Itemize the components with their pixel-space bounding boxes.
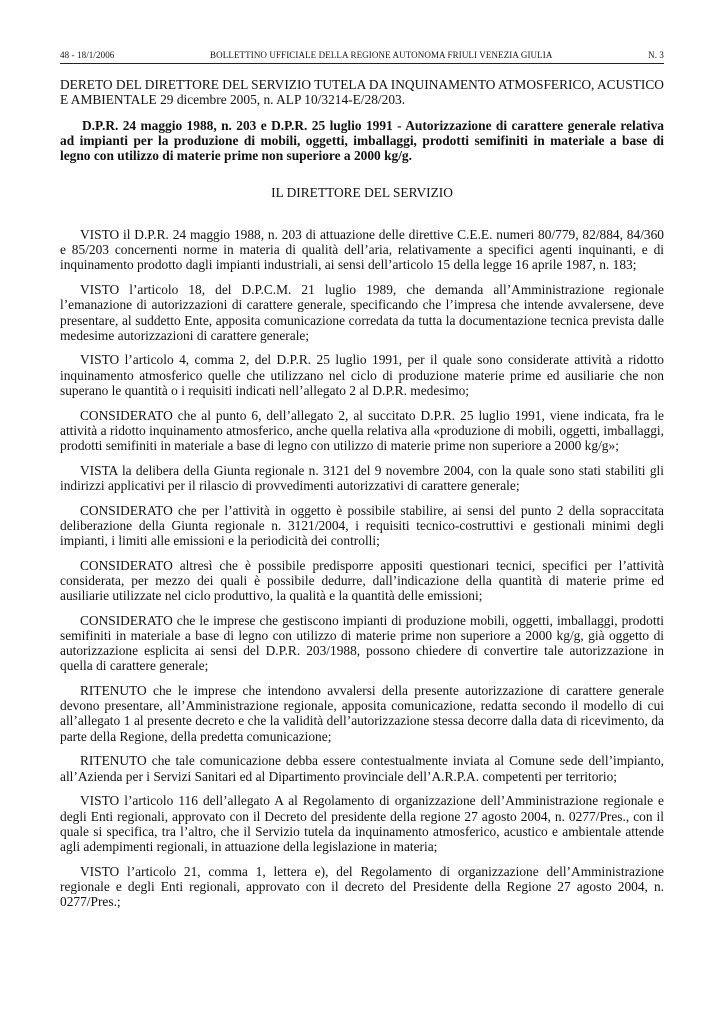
paragraph-considerato-punto-6: CONSIDERATO che al punto 6, dell’allegato 2, al succitato D.P.R. 25 luglio 1991, viene indicata, fra le attività a ridotto inquinamento atmosferico, anche quella relativa alla «produzione di mobili, oggetti, imballaggi, prodotti semifiniti in materiale a base di legno con utilizzo di materie prime non superiore a 2000 kg/g»;: [60, 407, 664, 453]
paragraph-visto-articolo-116: VISTO l’articolo 116 dell’allegato A al Regolamento di organizzazione dell’Amministrazione regionale e degli Enti regionali, approvato con il Decreto del presidente della regione 27 agosto 2004, n. 0277/Pres., con il quale si specifica, tra l’altro, che il Servizio tutela da inquinamento atmosferico, acustico e ambientale attende agli adempimenti regionali, in attuazione della legislazione in materia;: [60, 793, 664, 854]
running-header: [60, 50, 664, 64]
paragraph-visto-dpr-203: VISTO il D.P.R. 24 maggio 1988, n. 203 di attuazione delle direttive C.E.E. numeri 80/779, 82/884, 84/360 e 85/203 concernenti norme in materia di qualità dell’aria, relativamente a specifici agenti inquinanti, e di inquinamento prodotto dagli impianti industriali, ai sensi dell’articolo 15 della legge 16 aprile 1987, n. 183;: [60, 227, 664, 273]
decree-title: DERETO DEL DIRETTORE DEL SERVIZIO TUTELA DA INQUINAMENTO ATMOSFERICO, ACUSTICO E AMBIENTALE 29 dicembre 2005, n. ALP 10/3214-E/28/203.: [60, 77, 664, 107]
document-page: [60, 50, 664, 919]
issue-number: N. 3: [648, 50, 664, 60]
paragraph-visto-articolo-4: VISTO l’articolo 4, comma 2, del D.P.R. 25 luglio 1991, per il quale sono considerate attività a ridotto inquinamento atmosferico quelle che utilizzano nel ciclo di produzione materie prime ed ausiliarie che non superano le quantità o i requisiti indicati nell’allegato 2 al D.P.R. medesimo;: [60, 352, 664, 398]
paragraph-considerato-requisiti: CONSIDERATO che per l’attività in oggetto è possibile stabilire, ai sensi del punto 2 della sopraccitata deliberazione della Giunta regionale n. 3121/2004, i requisiti tecnico-costruttivi e gestionali minimi degli impianti, i limiti alle emissioni e la periodicità dei controlli;: [60, 502, 664, 548]
decree-subject: D.P.R. 24 maggio 1988, n. 203 e D.P.R. 25 luglio 1991 - Autorizzazione di carattere generale relativa ad impianti per la produzione di mobili, oggetti, imballaggi, prodotti semifiniti in materiale a base di legno con utilizzo di materie prime non superiore a 2000 kg/g.: [60, 118, 664, 163]
paragraph-ritenuto-comunicazione: RITENUTO che le imprese che intendono avvalersi della presente autorizzazione di carattere generale devono presentare, all’Amministrazione regionale, apposita comunicazione, redatta secondo il modello di cui all’allegato 1 al presente decreto e che la validità dell’autorizzazione stessa decorre dalla data di ricevimento, da parte della Regione, della predetta comunicazione;: [60, 683, 664, 744]
paragraph-vista-delibera: VISTA la delibera della Giunta regionale n. 3121 del 9 novembre 2004, con la quale sono stati stabiliti gli indirizzi applicativi per il rilascio di provvedimenti autorizzativi di carattere generale;: [60, 462, 664, 493]
publication-title: BOLLETTINO UFFICIALE DELLA REGIONE AUTONOMA FRIULI VENEZIA GIULIA: [210, 50, 553, 60]
paragraph-ritenuto-invio: RITENUTO che tale comunicazione debba essere contestualmente inviata al Comune sede dell’impianto, all’Azienda per i Servizi Sanitari ed al Dipartimento provinciale dell’A.R.P.A. competenti per territorio;: [60, 753, 664, 784]
paragraph-considerato-questionari: CONSIDERATO altresì che è possibile predisporre appositi questionari tecnici, specifici per l’attività considerata, per mezzo dei quali è possibile dedurre, dall’indicazione della quantità di materie prime ed ausiliarie utilizzate nel ciclo produttivo, la qualità e la quantità delle emissioni;: [60, 557, 664, 604]
director-heading: IL DIRETTORE DEL SERVIZIO: [271, 185, 453, 200]
page-number-date: 48 - 18/1/2006: [60, 50, 115, 60]
paragraph-considerato-conversione: CONSIDERATO che le imprese che gestiscono impianti di produzione mobili, oggetti, imballaggi, prodotti semifiniti in materiale a base di legno con utilizzo di materie prime non superiore a 2000 kg/g, già oggetto di autorizzazione esplicita ai sensi del D.P.R. 203/1988, possono chiedere di convertire tale autorizzazione in quella di carattere generale;: [60, 612, 664, 674]
paragraph-visto-dpcm: VISTO l’articolo 18, del D.P.C.M. 21 luglio 1989, che demanda all’Amministrazione regionale l’emanazione di autorizzazioni di carattere generale, specificando che l’impresa che intende avvalersene, deve presentare, al suddetto Ente, apposita comunicazione corredata da tutta la documentazione tecnica prevista dalle medesime autorizzazioni di carattere generale;: [60, 282, 664, 343]
paragraph-visto-articolo-21: VISTO l’articolo 21, comma 1, lettera e), del Regolamento di organizzazione dell’Amministrazione regionale e degli Enti regionali, approvato con il decreto del Presidente della Regione 27 agosto 2004, n. 0277/Pres.;: [60, 863, 664, 910]
